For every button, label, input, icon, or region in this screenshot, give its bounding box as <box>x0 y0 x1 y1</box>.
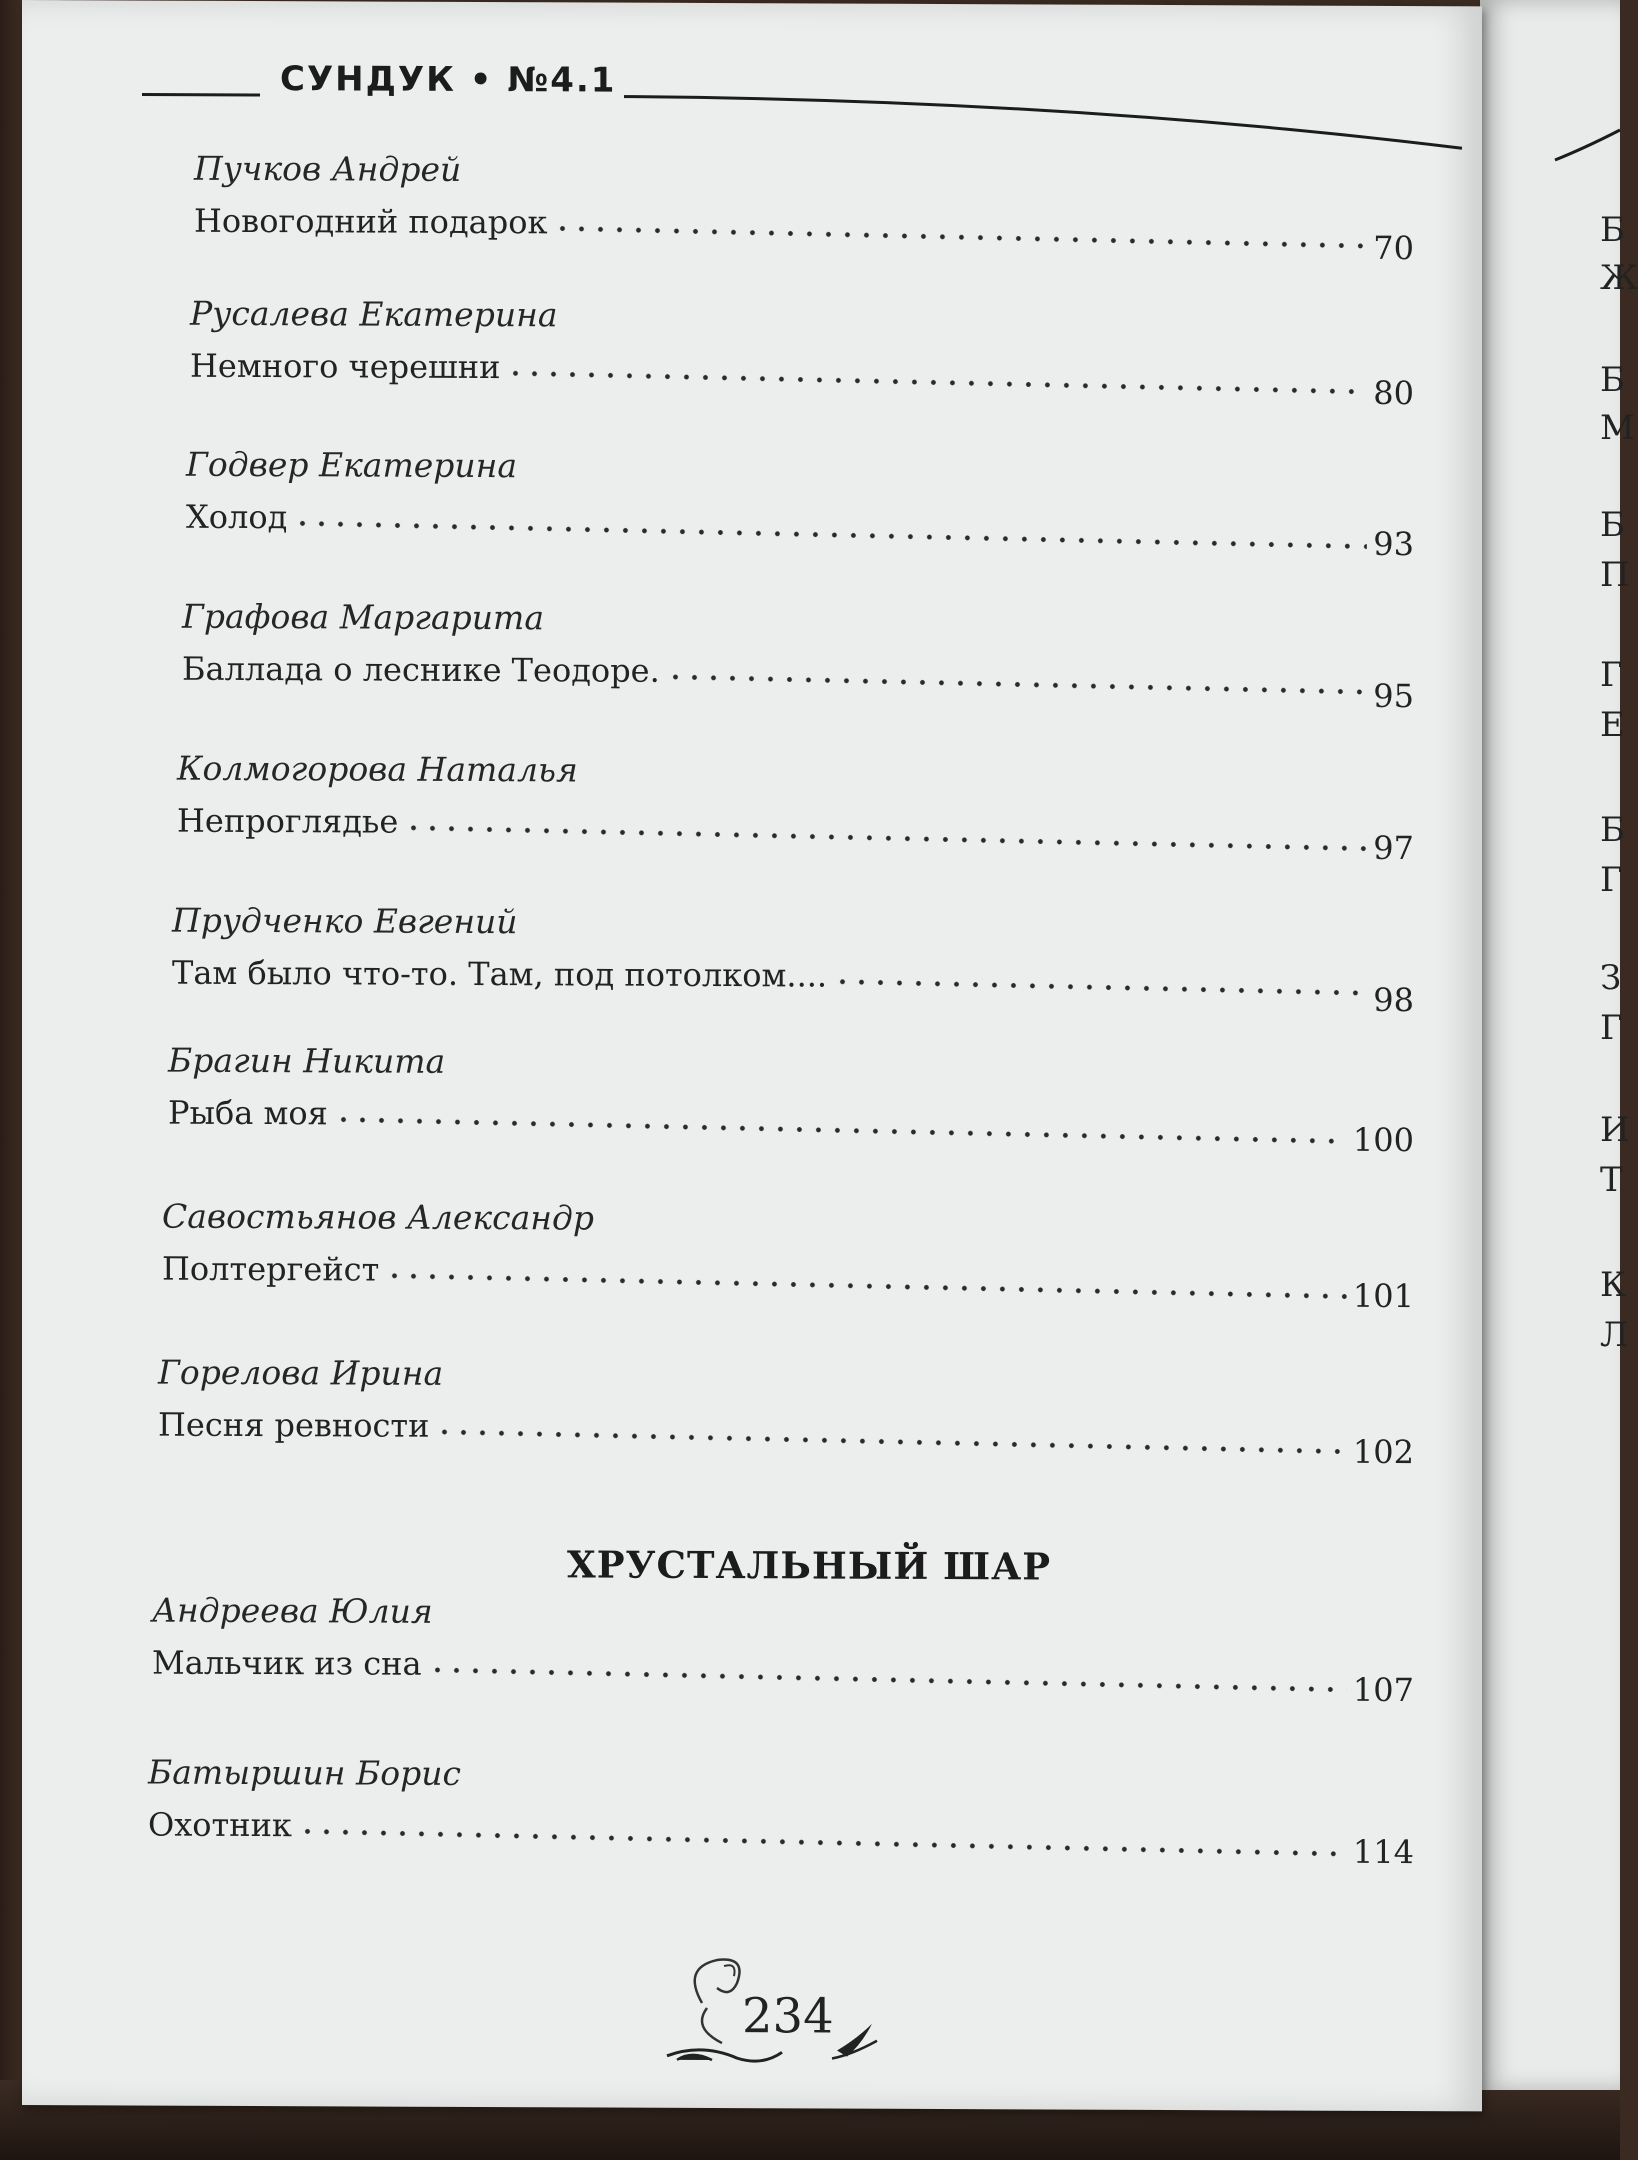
toc-title: Немного черешни <box>190 346 501 387</box>
toc-line <box>177 801 1414 868</box>
toc-page-number: 93 <box>1373 524 1414 564</box>
toc-leader-dots <box>553 225 1367 249</box>
toc-entry <box>172 900 1414 1020</box>
toc-leader-dots <box>385 1273 1347 1300</box>
next-page-letter: Е <box>1600 705 1625 745</box>
toc-title: Баллада о леснике Теодоре. <box>182 649 660 690</box>
toc-page-number: 100 <box>1352 1120 1414 1160</box>
toc-page-number: 98 <box>1373 980 1414 1020</box>
toc-title: Новогодний подарок <box>194 201 548 242</box>
toc-leader-dots <box>293 520 1367 549</box>
toc-entry <box>186 444 1414 564</box>
toc-page-number: 114 <box>1352 1832 1414 1872</box>
toc-page-number: 107 <box>1352 1670 1414 1710</box>
next-page-letter: Б <box>1600 810 1625 850</box>
toc-author: Андреева Юлия <box>152 1590 433 1631</box>
toc-author: Прудченко Евгений <box>172 900 518 942</box>
next-page-letter: Б <box>1600 210 1625 250</box>
toc-author: Брагин Никита <box>168 1040 446 1081</box>
toc-page-number: 70 <box>1373 228 1414 268</box>
next-page-letter: М <box>1600 408 1635 448</box>
toc-author: Годвер Екатерина <box>186 444 518 486</box>
toc-line <box>190 346 1414 413</box>
next-page-letter: Г <box>1600 655 1623 695</box>
next-page-letter: З <box>1600 958 1622 998</box>
toc-line <box>168 1093 1414 1160</box>
toc-author: Колмогорова Наталья <box>177 748 578 790</box>
toc-entry <box>152 1590 1414 1710</box>
toc-entry <box>158 1352 1414 1472</box>
toc-title: Мальчик из сна <box>152 1643 422 1683</box>
toc-leader-dots <box>334 1116 1347 1144</box>
next-page-edge <box>1480 0 1620 2090</box>
toc-entry <box>162 1196 1414 1316</box>
toc-author: Батыршин Борис <box>148 1752 461 1793</box>
toc-leader-dots <box>666 674 1367 695</box>
next-page-letter: П <box>1600 555 1630 595</box>
toc-entry <box>177 748 1414 868</box>
toc-leader-dots <box>427 1667 1346 1693</box>
toc-page-number: 102 <box>1352 1432 1414 1472</box>
toc-leader-dots <box>404 825 1367 852</box>
toc-title: Песня ревности <box>158 1405 430 1445</box>
toc-leader-dots <box>298 1828 1347 1857</box>
page-number: 234 <box>742 1988 834 2045</box>
toc-author: Пучков Андрей <box>194 148 462 189</box>
toc-entry <box>148 1752 1414 1872</box>
toc-line <box>194 201 1414 268</box>
toc-title: Холод <box>186 497 288 537</box>
next-page-letter: Л <box>1600 1315 1629 1355</box>
toc-line <box>172 953 1414 1020</box>
toc-entry <box>168 1040 1414 1160</box>
toc-entry <box>194 148 1414 268</box>
toc-page-number: 101 <box>1352 1276 1414 1316</box>
section-title: ХРУСТАЛЬНЫЙ ШАР <box>567 1542 1052 1589</box>
toc-page-number: 95 <box>1373 676 1414 716</box>
running-header <box>142 53 1462 159</box>
toc-line <box>148 1805 1414 1872</box>
toc-title: Там было что-то. Там, под потолком.... <box>172 953 828 995</box>
toc-author: Савостьянов Александр <box>162 1196 595 1238</box>
toc-author: Графова Маргарита <box>182 596 545 638</box>
running-header-title: СУНДУК • №4.1 <box>272 59 624 101</box>
next-page-letter: Б <box>1600 505 1625 545</box>
next-page-letter: Ж <box>1600 258 1638 298</box>
next-page-header-rule <box>1480 0 1620 200</box>
toc-leader-dots <box>435 1429 1346 1455</box>
toc-line <box>158 1405 1414 1472</box>
toc-line <box>182 649 1414 716</box>
toc-title: Рыба моя <box>168 1093 328 1133</box>
next-page-letter: Т <box>1600 1160 1623 1200</box>
toc-title: Охотник <box>148 1805 292 1845</box>
next-page-letter: К <box>1600 1265 1627 1305</box>
toc-author: Горелова Ирина <box>158 1352 444 1393</box>
toc-title: Непроглядье <box>177 801 399 841</box>
toc-line <box>152 1643 1414 1710</box>
toc-page-number: 80 <box>1373 373 1414 413</box>
next-page-letter: Г <box>1600 860 1623 900</box>
toc-line <box>186 497 1414 564</box>
toc-author: Русалева Екатерина <box>190 293 558 335</box>
toc-title: Полтергейст <box>162 1249 380 1289</box>
toc-leader-dots <box>506 370 1367 395</box>
next-page-letter: Б <box>1600 360 1625 400</box>
next-page-letter: Г <box>1600 1008 1623 1048</box>
book-page <box>22 0 1482 2111</box>
toc-leader-dots <box>833 979 1367 997</box>
next-page-letter: И <box>1600 1110 1630 1150</box>
toc-entry <box>182 596 1414 716</box>
toc-line <box>162 1249 1414 1316</box>
toc-page-number: 97 <box>1373 828 1414 868</box>
toc-entry <box>190 293 1414 413</box>
